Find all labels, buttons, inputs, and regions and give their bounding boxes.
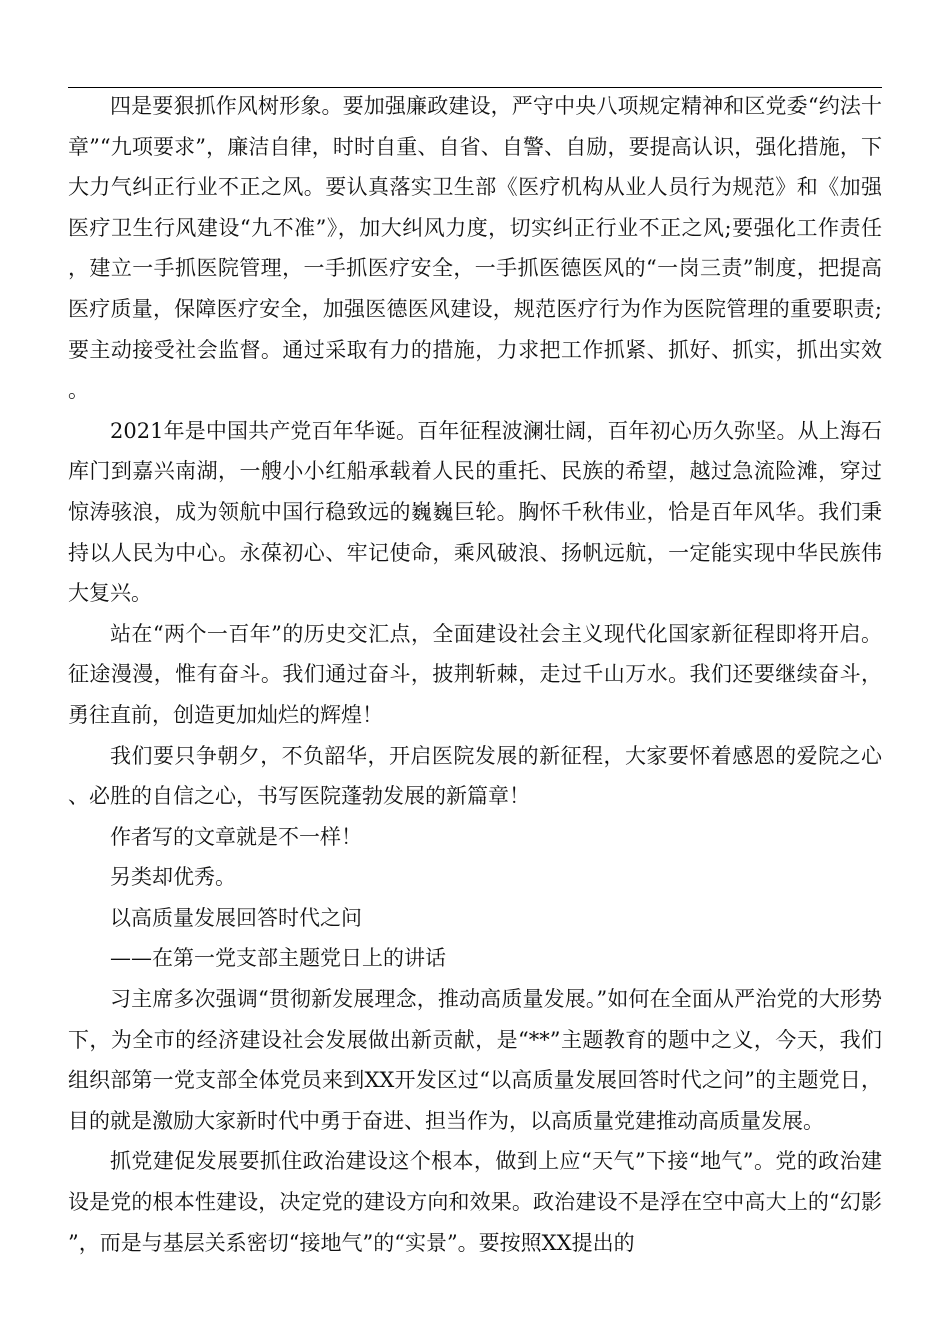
speech-subtitle: ——在第一党支部主题党日上的讲话 xyxy=(110,946,446,971)
speech-title: 以高质量发展回答时代之问 xyxy=(110,905,362,930)
paragraph-political-construction: 抓党建促发展要抓住政治建设这个根本，做到上应“天气”下接“地气”。党的政治建设是党的根本性建设，决定党的建设方向和效果。政治建设不是浮在空中高大上的“幻影”，而是与基层关系密切“接地气”的“实景”。要按照XX提出的 xyxy=(68,1149,882,1255)
paragraph-high-quality-development: 习主席多次强调“贯彻新发展理念，推动高质量发展。”如何在全面从严治党的大形势下，为全市的经济建设社会发展做出新贡献，是“**”主题教育的题中之义，今天，我们组织部第一党支部全体党员来到XX开发区过“以高质量发展回答时代之问”的主题党日，目的就是激励大家新时代中勇于奋进、担当作为，以高质量党建推动高质量发展。 xyxy=(68,987,882,1133)
paragraph-new-journey: 站在“两个一百年”的历史交汇点，全面建设社会主义现代化国家新征程即将开启。征途漫漫，惟有奋斗。我们通过奋斗，披荆斩棘，走过千山万水。我们还要继续奋斗，勇往直前，创造更加灿烂的辉煌！ xyxy=(68,621,882,727)
document-body xyxy=(68,86,882,1263)
paragraph-hospital-development: 我们要只争朝夕，不负韶华，开启医院发展的新征程，大家要怀着感恩的爱院之心、必胜的自信之心，书写医院蓬勃发展的新篇章！ xyxy=(68,743,882,809)
paragraph-style-integrity: 四是要狠抓作风树形象。要加强廉政建设，严守中央八项规定精神和区党委“约法十章”“九项要求”，廉洁自律，时时自重、自省、自警、自励，要提高认识，强化措施，下大力气纠正行业不正之风。要认真落实卫生部《医疗机构从业人员行为规范》和《加强医疗卫生行风建设“九不准”》，加大纠风力度，切实纠正行业不正之风;要强化工作责任，建立一手抓医院管理，一手抓医疗安全，一手抓医德医风的“一岗三责”制度，把提高医疗质量，保障医疗安全，加强医德医风建设，规范医疗行为作为医院管理的重要职责;要主动接受社会监督。通过采取有力的措施，力求把工作抓紧、抓好、抓实，抓出实效。 xyxy=(68,94,882,403)
paragraph-excellent-note: 另类却优秀。 xyxy=(110,865,236,890)
paragraph-author-note: 作者写的文章就是不一样！ xyxy=(110,824,362,849)
paragraph-centenary: 2021年是中国共产党百年华诞。百年征程波澜壮阔，百年初心历久弥坚。从上海石库门到嘉兴南湖，一艘小小红船承载着人民的重托、民族的希望，越过急流险滩，穿过惊涛骇浪，成为领航中国行稳致远的巍巍巨轮。胸怀千秋伟业，恰是百年风华。我们秉持以人民为中心。永葆初心、牢记使命，乘风破浪、扬帆远航，一定能实现中华民族伟大复兴。 xyxy=(68,418,882,606)
